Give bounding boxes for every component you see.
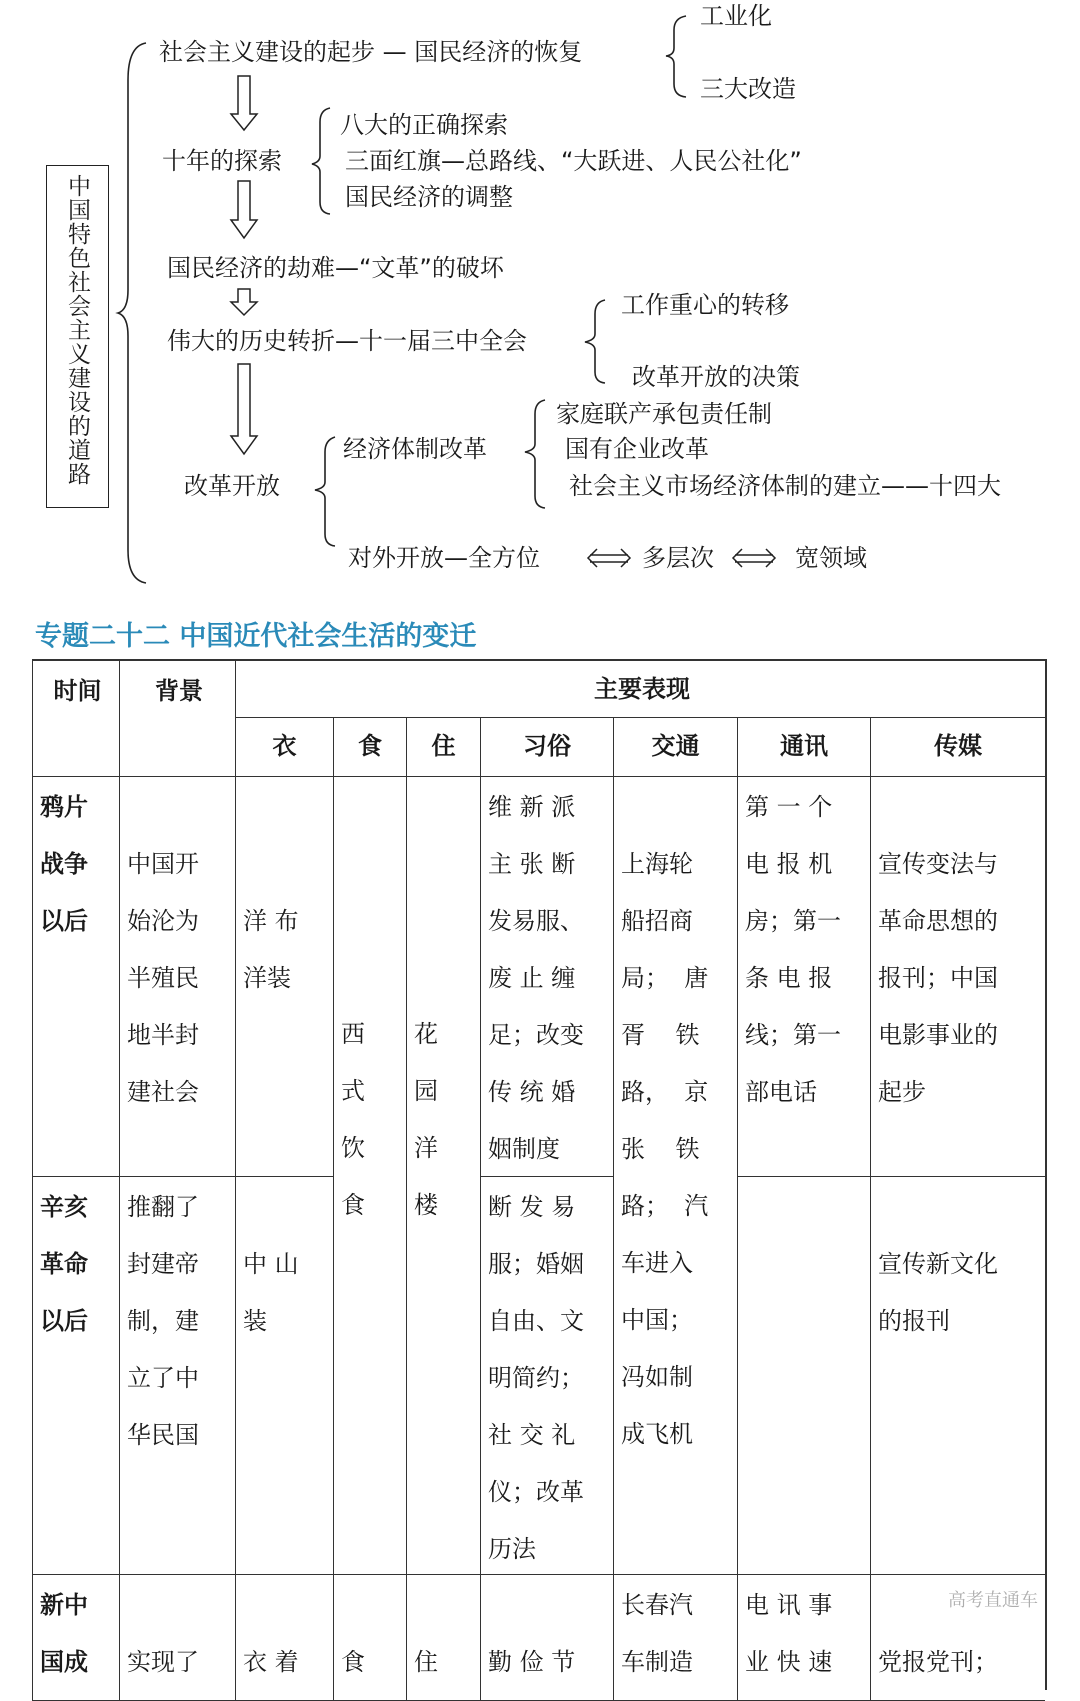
node-wide-field: 宽领域 (795, 544, 867, 572)
cell-line: 电 报 机 (745, 850, 833, 878)
node-opening-up: 对外开放—全方位 (348, 544, 540, 572)
cell-line: 自由、文 (488, 1307, 584, 1335)
cell-line: 革命 (40, 1250, 88, 1278)
cell-line (243, 836, 329, 893)
header-sub-label: 住 (431, 732, 456, 760)
node-household-responsibility: 家庭联产承包责任制 (556, 400, 772, 428)
cell-line: 社 交 礼 (488, 1421, 576, 1449)
cell-line: 辛亥 (40, 1193, 88, 1221)
node-ten-years: 十年的探索 (162, 147, 282, 175)
cell-line: 洋 (414, 1134, 438, 1162)
table-cell-housing-span (406, 777, 480, 1575)
cell-line: 华民国 (127, 1421, 199, 1449)
node-focus-shift: 工作重心的转移 (621, 291, 789, 319)
cell-line: 长春汽 (621, 1591, 693, 1619)
table-cell-housing (406, 1575, 480, 1701)
node-reform-opening: 改革开放 (184, 472, 280, 500)
header-sub-label: 食 (358, 732, 382, 760)
cell-line: 成飞机 (621, 1420, 693, 1448)
table-cell-background (119, 777, 235, 1177)
cell-line: 食 (341, 1648, 365, 1676)
cell-line: 冯如制 (621, 1363, 693, 1391)
section-title: 专题二十二 中国近代社会生活的变迁 (35, 621, 477, 652)
node-market-economy: 社会主义市场经济体制的建立——十四大 (569, 472, 1001, 500)
table-right-border (1045, 659, 1047, 1690)
cell-line: 以后 (40, 1307, 88, 1335)
table-cell-background (119, 1177, 235, 1575)
cell-line: 部电话 (745, 1078, 817, 1106)
cell-line (127, 1577, 231, 1634)
header-sub-label: 通讯 (780, 732, 828, 760)
cell-line: 线；第一 (745, 1021, 841, 1049)
header-sub (480, 718, 613, 777)
table-cell-customs (480, 1177, 613, 1575)
cell-line (127, 779, 231, 836)
cell-line: 中国； (621, 1306, 693, 1334)
cell-line: 断 发 易 (488, 1193, 576, 1221)
table-cell-clothing (235, 1575, 333, 1701)
cell-line: 历法 (488, 1535, 536, 1563)
node-economic-reform: 经济体制改革 (343, 435, 487, 463)
table-cell-customs (480, 777, 613, 1177)
cell-line: 上海轮 (621, 850, 693, 878)
main-brace (118, 43, 146, 583)
cell-line: 路； 汽 (621, 1192, 709, 1220)
cell-line: 勤 俭 节 (488, 1648, 576, 1676)
cell-line: 业 快 速 (745, 1648, 833, 1676)
cell-line: 建社会 (127, 1078, 199, 1106)
table-cell-food-span (333, 777, 406, 1575)
cell-line: 中 山 (243, 1250, 299, 1278)
cell-line: 制，建 (127, 1307, 199, 1335)
table-cell-transport-span (613, 777, 737, 1575)
cell-line: 房；第一 (745, 907, 841, 935)
node-multi-level: 多层次 (642, 544, 714, 572)
cell-line: 起步 (878, 1078, 926, 1106)
table-cell-food (333, 1575, 406, 1701)
node-reform-decision: 改革开放的决策 (632, 363, 800, 391)
header-main-label: 主要表现 (594, 675, 690, 703)
cell-line: 发易服、 (488, 907, 584, 935)
node-eighth-congress: 八大的正确探索 (340, 111, 508, 139)
table-cell-media (870, 777, 1045, 1177)
header-sub-label: 习俗 (523, 732, 571, 760)
table-cell-comm (737, 1575, 870, 1701)
brace-n2 (312, 108, 330, 214)
cell-line: 的报刊 (878, 1307, 950, 1335)
cell-line: 楼 (414, 1191, 438, 1219)
table-cell-time (32, 777, 119, 1177)
table-cell-time (32, 1177, 119, 1575)
cell-line: 食 (341, 1191, 365, 1219)
node-industrialization: 工业化 (700, 2, 772, 30)
brace-n5a (525, 400, 545, 508)
cell-line: 洋装 (243, 964, 291, 992)
cell-line: 始沦为 (127, 907, 199, 935)
node-turning-point: 伟大的历史转折—十一届三中全会 (167, 327, 527, 355)
cell-line: 国成 (40, 1648, 88, 1676)
cell-line: 饮 (341, 1134, 365, 1162)
cell-line: 仪；改革 (488, 1478, 584, 1506)
cell-line: 电 讯 事 (745, 1591, 833, 1619)
node-soe-reform: 国有企业改革 (565, 435, 709, 463)
cell-line: 式 (341, 1077, 365, 1105)
cell-line: 条 电 报 (745, 964, 833, 992)
root-topic: 中国特色社会主义建设的道路 (64, 174, 90, 486)
diagram-connectors (0, 0, 1080, 600)
cell-line: 园 (414, 1077, 438, 1105)
cell-line: 立了中 (127, 1364, 199, 1392)
node-three-red-banners: 三面红旗—总路线、“大跃进、人民公社化” (345, 147, 802, 175)
cell-line: 鸦片 (40, 793, 88, 821)
cell-line: 战争 (40, 850, 88, 878)
header-time-label: 时间 (53, 677, 102, 705)
node-start: 社会主义建设的起步 — 国民经济的恢复 (159, 38, 583, 66)
cell-line: 传 统 婚 (488, 1078, 576, 1106)
watermark: 高考直通车 (948, 1590, 1038, 1611)
cell-line: 车进入 (621, 1249, 693, 1277)
header-background-label: 背景 (155, 677, 203, 705)
cell-line (878, 1179, 1041, 1236)
cell-line: 第 一 个 (745, 793, 833, 821)
cell-line: 足；改变 (488, 1021, 584, 1049)
header-time (32, 661, 119, 777)
brace-n4 (585, 300, 605, 383)
header-sub (333, 718, 406, 777)
cell-line: 局； 唐 (621, 964, 709, 992)
table-cell-comm (737, 1177, 870, 1575)
cell-line: 明简约； (488, 1364, 584, 1392)
cell-line: 宣传变法与 (878, 850, 998, 878)
header-sub-label: 衣 (272, 732, 297, 760)
cell-line (488, 1577, 609, 1634)
cell-line: 维 新 派 (488, 793, 576, 821)
cell-line: 推翻了 (127, 1193, 199, 1221)
cell-line: 中国开 (127, 850, 199, 878)
cell-line (414, 1577, 476, 1634)
table-cell-clothing (235, 777, 333, 1177)
cell-line (243, 779, 329, 836)
header-sub (406, 718, 480, 777)
cell-line: 封建帝 (127, 1250, 199, 1278)
node-adjustment: 国民经济的调整 (345, 183, 513, 211)
cell-line: 车制造 (621, 1648, 693, 1676)
brace-n5 (315, 437, 335, 546)
cell-line (243, 1179, 329, 1236)
cell-line: 地半封 (127, 1021, 199, 1049)
cell-line: 张 铁 (621, 1135, 700, 1163)
cell-line: 洋 布 (243, 907, 299, 935)
cell-line: 船招商 (621, 907, 693, 935)
cell-line: 党报党刊； (878, 1648, 998, 1676)
header-background (119, 661, 235, 777)
cell-line (878, 779, 1041, 836)
social-life-table (32, 659, 1045, 1699)
cell-line: 革命思想的 (878, 907, 998, 935)
cell-line: 西 (341, 1020, 365, 1048)
table-cell-time (32, 1575, 119, 1701)
table-cell-comm (737, 777, 870, 1177)
header-sub (235, 718, 333, 777)
cell-line: 电影事业的 (878, 1021, 998, 1049)
table-cell-clothing (235, 1177, 333, 1575)
cell-line: 姻制度 (488, 1135, 560, 1163)
table-cell-media (870, 1177, 1045, 1575)
cell-line (243, 1577, 329, 1634)
cell-line: 胥 铁 (621, 1021, 700, 1049)
cell-line (341, 1577, 402, 1634)
cell-line: 废 止 缠 (488, 964, 576, 992)
cell-line: 以后 (40, 907, 88, 935)
cell-line: 住 (414, 1648, 438, 1676)
cell-line: 新中 (40, 1591, 88, 1619)
cell-line: 衣 着 (243, 1648, 299, 1676)
cell-line: 路， 京 (621, 1078, 709, 1106)
node-three-transformations: 三大改造 (700, 75, 796, 103)
table-cell-transport (613, 1575, 737, 1701)
cell-line (621, 779, 733, 836)
header-sub (613, 718, 737, 777)
cell-line: 实现了 (127, 1648, 199, 1676)
table-cell-customs (480, 1575, 613, 1701)
cell-line: 花 (414, 1020, 438, 1048)
brace-n1 (666, 16, 686, 97)
header-sub (737, 718, 870, 777)
cell-line: 装 (243, 1307, 267, 1335)
header-main (235, 661, 1045, 718)
cell-line: 主 张 断 (488, 850, 576, 878)
header-sub-label: 交通 (651, 732, 700, 760)
header-sub (870, 718, 1045, 777)
table-cell-background (119, 1575, 235, 1701)
header-sub-label: 传媒 (934, 732, 982, 760)
cell-line: 宣传新文化 (878, 1250, 998, 1278)
cell-line: 报刊；中国 (878, 964, 998, 992)
node-cultural-revolution: 国民经济的劫难—“文革”的破坏 (167, 254, 504, 282)
cell-line: 半殖民 (127, 964, 199, 992)
cell-line: 服；婚姻 (488, 1250, 584, 1278)
